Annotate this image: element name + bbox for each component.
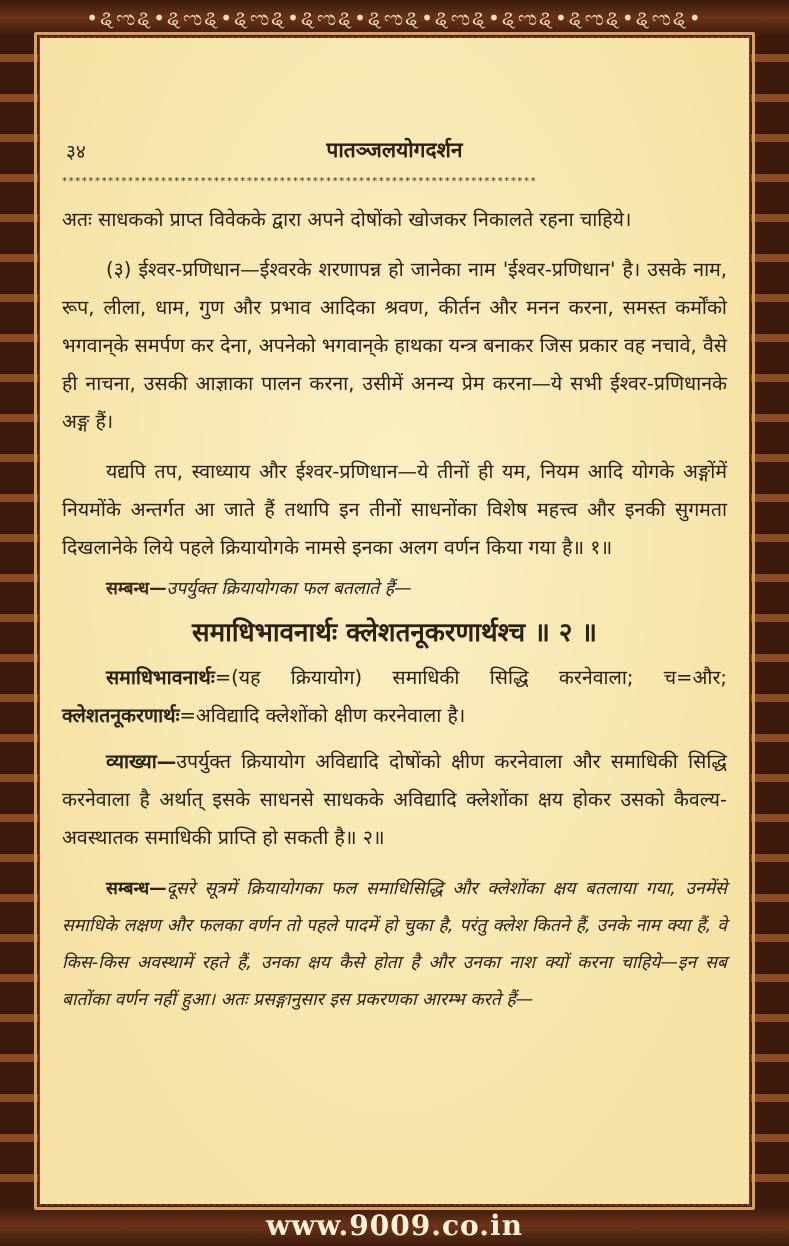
running-head <box>62 136 727 166</box>
meaning-2: =अविद्यादि क्लेशोंको क्षीण करनेवाला है। <box>179 704 466 727</box>
left-border-ornament <box>0 36 38 1206</box>
book-page <box>40 38 749 1204</box>
site-url-watermark: www.9009.co.in <box>266 1209 523 1242</box>
star-rule-divider: ************************************************************************ <box>62 176 538 187</box>
explanation <box>62 743 727 857</box>
relation-note-2 <box>62 871 727 1019</box>
relation-lead: सम्बन्ध— <box>106 579 167 599</box>
explanation-text: उपर्युक्त क्रियायोग अविद्यादि दोषोंको क्षीण करनेवाला और समाधिकी सिद्धि करनेवाला है अर्थात् इसके साधनसे साधकके अविद्यादि क्लेशोंका क्षय होकर उसको कैवल्य-अवस्थातक समाधिकी प्राप्ति हो सकती है॥ २॥ <box>62 750 727 849</box>
meaning-1: =(यह क्रियायोग) समाधिकी सिद्धि करनेवाला; च=और; <box>214 666 727 689</box>
term-kleshatanukaranarthah: क्लेशतनूकरणार्थः <box>62 704 180 727</box>
relation-text: उपर्युक्त क्रियायोगका फल बतलाते हैं— <box>166 579 412 599</box>
term-samadhibhavanarthah: समाधिभावनार्थः <box>106 666 215 689</box>
bottom-border <box>0 1206 789 1246</box>
explanation-lead: व्याख्या— <box>106 750 177 773</box>
top-border-ornament: •ୡಌୡ•ୡಌୡ•ୡಌୡ•ୡಌୡ•ୡಌୡ•ୡಌୡ•ୡಌୡ•ୡಌୡ•ୡಌୡ• <box>0 0 789 36</box>
relation-text-2: दूसरे सूत्रमें क्रियायोगका फल समाधिसिद्धि और क्लेशोंका क्षय बतलाया गया, उनमेंसे समाधिके लक्षण और फलका वर्णन तो पहले पादमें हो चुका है, परंतु क्लेश कितने हैं, उनके नाम क्या हैं, वे किस-किस अवस्थामें रहते हैं, उनका क्षय कैसे होता है और उनका नाश क्यों करना चाहिये—इन सब बातोंका वर्णन नहीं हुआ। अतः प्रसङ्गानुसार इस प्रकरणका आरम्भ करते हैं— <box>62 879 727 1010</box>
paragraph-ishvara-pranidhana: (३) ईश्वर-प्रणिधान—ईश्वरके शरणापन्न हो जानेका नाम 'ईश्वर-प्रणिधान' है। उसके नाम, रूप, लीला, धाम, गुण और प्रभाव आदिका श्रवण, कीर्तन और मनन करना, समस्त कर्मोंको भगवान्‌के समर्पण कर देना, अपनेको भगवान्‌के हाथका यन्त्र बनाकर जिस प्रकार वह नचावे, वैसे ही नाचना, उसकी आज्ञाका पालन करना, उसीमें अनन्य प्रेम करना—ये सभी ईश्वर-प्रणिधानके अङ्ग हैं। <box>62 258 727 433</box>
relation-note-1 <box>62 571 727 607</box>
page-number: ३४ <box>66 141 86 163</box>
paragraph-kriyayoga-summary: यद्यपि तप, स्वाध्याय और ईश्वर-प्रणिधान—ये तीनों ही यम, नियम आदि योगके अङ्गोंमें नियमोंके अन्तर्गत आ जाते हैं तथापि इन तीनों साधनोंका विशेष महत्त्व और इनकी सुगमता दिखलानेके लिये पहले क्रियायोगके नामसे इनका अलग वर्णन किया गया है॥ १॥ <box>62 460 727 559</box>
relation-lead-2: सम्बन्ध— <box>106 879 167 899</box>
sutra-heading: समाधिभावनार्थः क्लेशतनूकरणार्थश्च ॥ २ ॥ <box>192 618 597 648</box>
running-title: पातञ्जलयोगदर्शन <box>326 138 463 162</box>
right-border-ornament <box>751 36 789 1206</box>
paragraph-1: अतः साधकको प्राप्त विवेकके द्वारा अपने दोषोंको खोजकर निकालते रहना चाहिये। <box>62 208 632 231</box>
word-meaning <box>62 659 727 735</box>
